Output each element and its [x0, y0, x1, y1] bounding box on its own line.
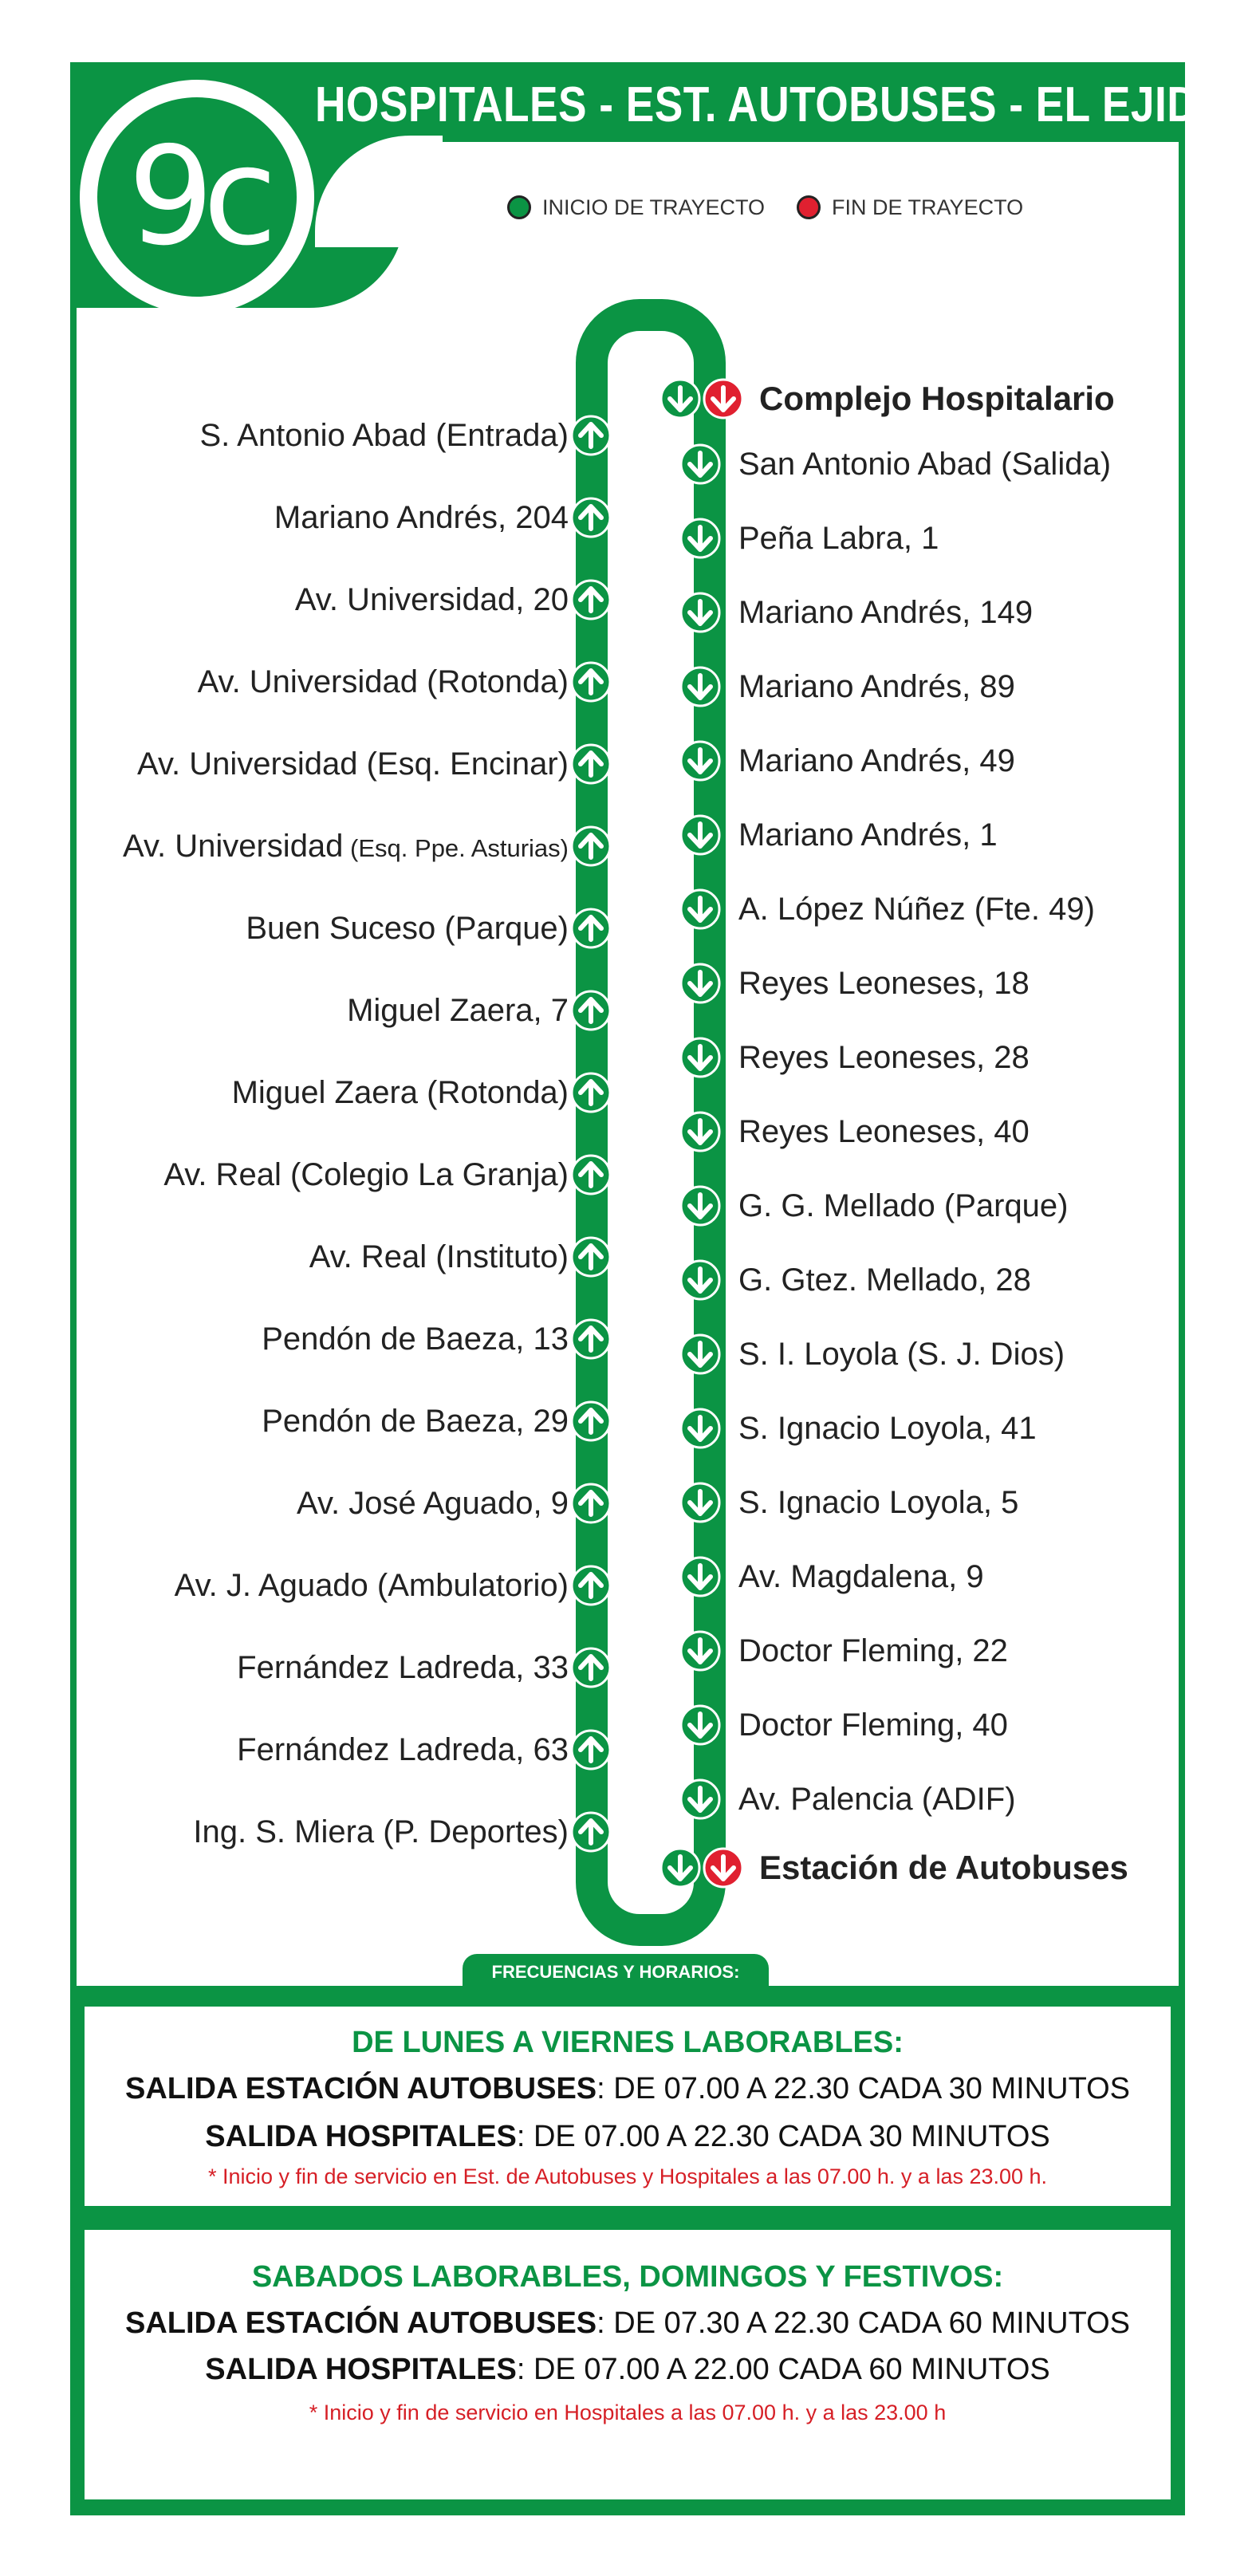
weekday-line-station: SALIDA ESTACIÓN AUTOBUSES: DE 07.00 A 22.30 CADA 30 MINUTOS [124, 2072, 1130, 2105]
return-stop: Buen Suceso (Parque) [246, 911, 569, 946]
down-arrow-icon [679, 1333, 721, 1375]
down-arrow-icon [679, 1630, 721, 1672]
up-arrow-icon [570, 1811, 612, 1853]
end-marker-icon [797, 195, 821, 219]
weekday-line-hospitals: SALIDA HOSPITALES: DE 07.00 A 22.30 CADA 30 MINUTOS [205, 2120, 1050, 2153]
down-arrow-icon [679, 443, 721, 485]
legend-end-label: FIN DE TRAYECTO [832, 195, 1024, 219]
outbound-stop: Mariano Andrés, 49 [738, 743, 1015, 778]
outbound-stop: Mariano Andrés, 89 [738, 669, 1015, 704]
outbound-stop: Doctor Fleming, 40 [738, 1707, 1008, 1743]
outbound-stop: Doctor Fleming, 22 [738, 1633, 1008, 1668]
up-arrow-icon [570, 497, 612, 538]
up-arrow-icon [570, 1483, 612, 1524]
outbound-stop: S. I. Loyola (S. J. Dios) [738, 1337, 1065, 1372]
up-arrow-icon [570, 1647, 612, 1688]
up-arrow-icon [570, 908, 612, 949]
up-arrow-icon [570, 1072, 612, 1113]
down-arrow-icon [679, 1704, 721, 1746]
outbound-stop: G. Gtez. Mellado, 28 [738, 1262, 1031, 1298]
outbound-stop: A. López Núñez (Fte. 49) [738, 892, 1095, 927]
return-stop: Fernández Ladreda, 63 [237, 1732, 569, 1767]
terminal-bottom: Estación de Autobuses [759, 1849, 1128, 1886]
down-arrow-icon [679, 1037, 721, 1078]
down-arrow-icon [679, 740, 721, 782]
return-stop: Av. José Aguado, 9 [297, 1486, 569, 1521]
terminal-top: Complejo Hospitalario [759, 380, 1115, 417]
down-arrow-icon [679, 592, 721, 633]
return-stop: Pendón de Baeza, 29 [262, 1404, 569, 1439]
return-stop: Miguel Zaera (Rotonda) [231, 1075, 569, 1110]
down-arrow-icon [679, 814, 721, 856]
terminal-top-start-icon [659, 378, 701, 419]
weekend-note: * Inicio y fin de servicio en Hospitales a las 07.00 h. y a las 23.00 h [309, 2401, 947, 2424]
outbound-stop: S. Ignacio Loyola, 41 [738, 1411, 1037, 1446]
up-arrow-icon [570, 1154, 612, 1195]
weekday-schedule [85, 2007, 1171, 2206]
weekend-heading: SABADOS LABORABLES, DOMINGOS Y FESTIVOS: [251, 2260, 1004, 2294]
down-arrow-icon [679, 963, 721, 1004]
terminal-bottom-end-icon [703, 1847, 744, 1889]
return-stop: Av. Universidad (Esq. Ppe. Asturias) [123, 829, 569, 864]
down-arrow-icon [679, 1185, 721, 1227]
up-arrow-icon [570, 1729, 612, 1771]
start-marker-icon [507, 195, 531, 219]
return-stop: Av. Universidad (Rotonda) [197, 664, 569, 699]
up-arrow-icon [570, 1236, 612, 1278]
return-stop: Av. Universidad, 20 [294, 582, 569, 617]
route-code: 9c [128, 118, 266, 276]
route-title: HOSPITALES - EST. AUTOBUSES - EL EJIDO [315, 77, 1232, 132]
weekday-heading: DE LUNES A VIERNES LABORABLES: [352, 2026, 904, 2059]
up-arrow-icon [570, 990, 612, 1031]
up-arrow-icon [570, 661, 612, 703]
up-arrow-icon [570, 743, 612, 785]
up-arrow-icon [570, 579, 612, 620]
outbound-stop: Av. Palencia (ADIF) [738, 1782, 1016, 1817]
down-arrow-icon [679, 1408, 721, 1449]
outbound-stop: G. G. Mellado (Parque) [738, 1188, 1069, 1223]
weekend-line-station: SALIDA ESTACIÓN AUTOBUSES: DE 07.30 A 22.30 CADA 60 MINUTOS [124, 2306, 1130, 2340]
outbound-stop: Mariano Andrés, 1 [738, 817, 998, 853]
weekend-schedule [85, 2230, 1171, 2499]
up-arrow-icon [570, 825, 612, 867]
down-arrow-icon [679, 1556, 721, 1597]
return-stop: Ing. S. Miera (P. Deportes) [193, 1814, 569, 1849]
outbound-stop: Peña Labra, 1 [738, 521, 939, 556]
outbound-stop: Reyes Leoneses, 40 [738, 1114, 1030, 1149]
terminal-bottom-start-icon [659, 1847, 701, 1889]
up-arrow-icon [570, 1400, 612, 1442]
down-arrow-icon [679, 1111, 721, 1152]
terminal-top-end-icon [703, 378, 744, 419]
outbound-stop: Av. Magdalena, 9 [738, 1559, 984, 1594]
return-stop: Fernández Ladreda, 33 [237, 1650, 569, 1685]
up-arrow-icon [570, 1565, 612, 1606]
legend [507, 191, 1023, 223]
return-stop: Av. Real (Instituto) [309, 1239, 569, 1274]
frequencies-tab: FRECUENCIAS Y HORARIOS: [463, 1954, 769, 1989]
return-stop: Av. Universidad (Esq. Encinar) [137, 746, 569, 782]
down-arrow-icon [679, 1778, 721, 1820]
up-arrow-icon [570, 415, 612, 456]
down-arrow-icon [679, 518, 721, 559]
return-stop: Miguel Zaera, 7 [347, 993, 569, 1028]
legend-start-label: INICIO DE TRAYECTO [542, 195, 766, 219]
outbound-stop: Mariano Andrés, 149 [738, 595, 1034, 630]
outbound-stop: Reyes Leoneses, 18 [738, 966, 1030, 1001]
weekday-note: * Inicio y fin de servicio en Est. de Autobuses y Hospitales a las 07.00 h. y a las 23.00 h. [207, 2164, 1048, 2188]
return-stop: Av. J. Aguado (Ambulatorio) [174, 1568, 569, 1603]
outbound-stop: Reyes Leoneses, 28 [738, 1040, 1030, 1075]
weekend-line-hospitals: SALIDA HOSPITALES: DE 07.00 A 22.00 CADA 60 MINUTOS [205, 2353, 1050, 2386]
outbound-stop: San Antonio Abad (Salida) [738, 447, 1112, 482]
up-arrow-icon [570, 1318, 612, 1360]
return-stop: Av. Real (Colegio La Granja) [163, 1157, 569, 1192]
return-stop: Mariano Andrés, 204 [274, 500, 569, 535]
return-stop: Pendón de Baeza, 13 [262, 1321, 569, 1357]
outbound-stop: S. Ignacio Loyola, 5 [738, 1485, 1019, 1520]
down-arrow-icon [679, 666, 721, 707]
down-arrow-icon [679, 1482, 721, 1523]
down-arrow-icon [679, 888, 721, 930]
down-arrow-icon [679, 1259, 721, 1301]
return-stop: S. Antonio Abad (Entrada) [199, 418, 569, 453]
